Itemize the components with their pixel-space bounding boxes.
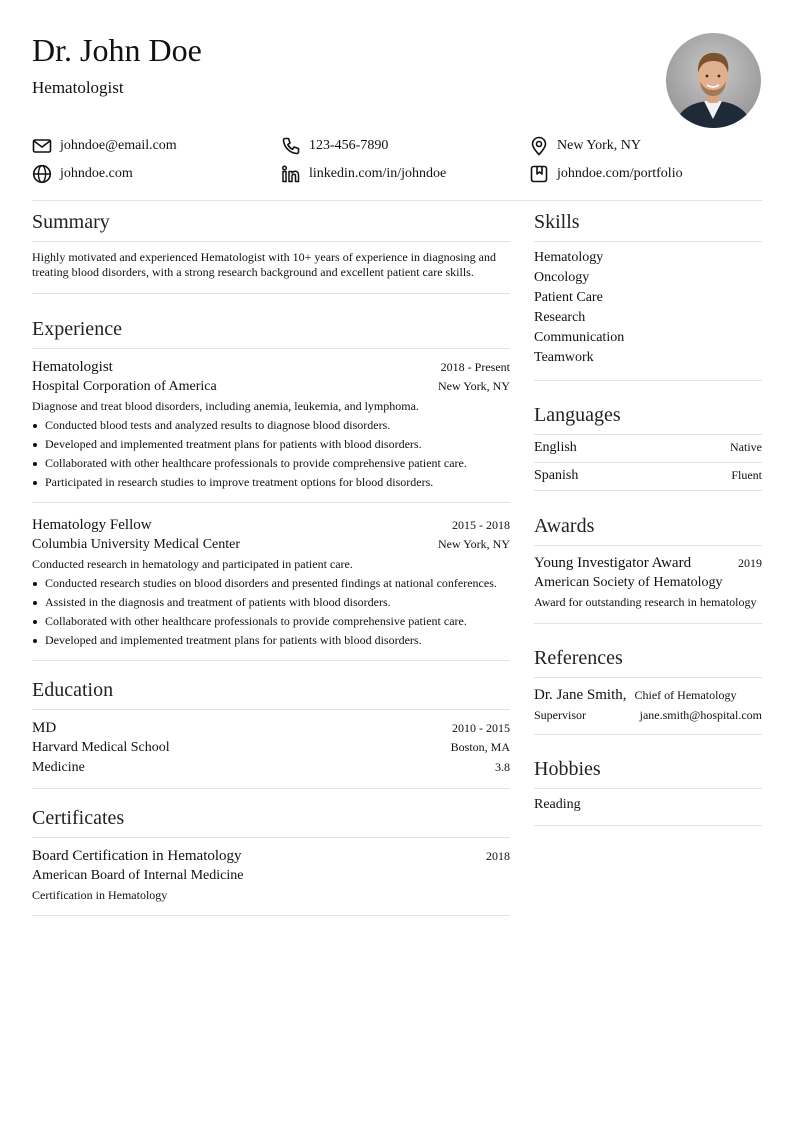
contact-website[interactable] xyxy=(32,162,133,186)
award-issuer: American Society of Hematology xyxy=(534,575,723,590)
certificates-section xyxy=(32,797,510,916)
job-location: New York, NY xyxy=(437,379,510,393)
skill-item: Hematology xyxy=(534,250,604,265)
job-dates: 2015 - 2018 xyxy=(452,518,510,532)
contact-phone-text: 123-456-7890 xyxy=(309,138,389,153)
skills-heading: Skills xyxy=(534,201,762,242)
education-heading: Education xyxy=(32,669,510,710)
contact-linkedin-text: linkedin.com/in/johndoe xyxy=(309,166,447,181)
education-section xyxy=(32,669,510,789)
skill-item: Research xyxy=(534,310,586,325)
left-column xyxy=(32,201,510,916)
hobbies-heading: Hobbies xyxy=(534,748,762,789)
job-title: Hematologist xyxy=(32,359,113,375)
job-title: Hematology Fellow xyxy=(32,517,152,533)
experience-section xyxy=(32,308,510,661)
certificate-year: 2018 xyxy=(486,849,510,863)
reference-email[interactable]: jane.smith@hospital.com xyxy=(639,708,762,722)
reference-role: Chief of Hematology xyxy=(634,688,737,702)
hobbies-section xyxy=(534,748,762,826)
location-icon xyxy=(529,136,549,156)
languages-section xyxy=(534,394,762,491)
list-item: Collaborated with other healthcare professionals to provide comprehensive patient care. xyxy=(32,612,510,631)
right-column xyxy=(534,201,762,826)
certificate-entry xyxy=(32,838,510,916)
degree: MD xyxy=(32,720,57,736)
list-item: Conducted research studies on blood disorders and presented findings at national conferences. xyxy=(32,574,510,593)
contact-email[interactable] xyxy=(32,134,177,158)
experience-heading: Experience xyxy=(32,308,510,349)
education-dates: 2010 - 2015 xyxy=(452,721,510,735)
certificates-heading: Certificates xyxy=(32,797,510,838)
avatar xyxy=(666,33,761,128)
list-item: Assisted in the diagnosis and treatment of patients with blood disorders. xyxy=(32,593,510,612)
language-level: Fluent xyxy=(731,468,762,482)
job-location: New York, NY xyxy=(437,537,510,551)
skill-item: Oncology xyxy=(534,270,590,285)
reference-entry xyxy=(534,678,762,735)
summary-heading: Summary xyxy=(32,201,510,242)
job-description: Conducted research in hematology and participated in patient care. xyxy=(32,557,353,571)
certificate-description: Certification in Hematology xyxy=(32,888,168,902)
list-item: Conducted blood tests and analyzed results to diagnose blood disorders. xyxy=(32,416,510,435)
award-year: 2019 xyxy=(738,556,762,570)
gpa: 3.8 xyxy=(495,760,510,774)
skill-item: Patient Care xyxy=(534,290,603,305)
skill-item: Communication xyxy=(534,330,625,345)
languages-heading: Languages xyxy=(534,394,762,435)
language-row xyxy=(534,463,762,491)
language-name: Spanish xyxy=(534,468,579,483)
list-item: Developed and implemented treatment plans for patients with blood disorders. xyxy=(32,435,510,454)
award-description: Award for outstanding research in hematology xyxy=(534,595,757,609)
job-dates: 2018 - Present xyxy=(440,360,510,374)
contact-website-text: johndoe.com xyxy=(60,166,133,181)
contact-email-text: johndoe@email.com xyxy=(60,138,177,153)
contact-location xyxy=(529,134,641,158)
experience-entry xyxy=(32,503,510,661)
job-bullets xyxy=(32,574,510,650)
language-name: English xyxy=(534,440,577,455)
summary-text: Highly motivated and experienced Hematologist with 10+ years of experience in diagnosing and treating blood disorders, with a strong research background and excellent patient care skills. xyxy=(32,250,496,279)
contact-linkedin[interactable] xyxy=(281,162,446,186)
certificate-issuer: American Board of Internal Medicine xyxy=(32,868,244,883)
contact-location-text: New York, NY xyxy=(557,138,642,153)
job-company: Columbia University Medical Center xyxy=(32,537,241,552)
experience-entry xyxy=(32,349,510,503)
contact-portfolio[interactable] xyxy=(529,162,683,186)
awards-heading: Awards xyxy=(534,505,762,546)
award-name: Young Investigator Award xyxy=(534,555,692,571)
language-row xyxy=(534,435,762,463)
certificate-name: Board Certification in Hematology xyxy=(32,848,242,864)
skill-item: Teamwork xyxy=(534,350,594,365)
education-location: Boston, MA xyxy=(450,740,510,754)
education-entry xyxy=(32,710,510,789)
awards-section xyxy=(534,505,762,624)
list-item: Participated in research studies to improve treatment options for blood disorders. xyxy=(32,473,510,492)
list-item: Collaborated with other healthcare professionals to provide comprehensive patient care. xyxy=(32,454,510,473)
bookmark-icon xyxy=(529,164,549,184)
language-level: Native xyxy=(730,440,762,454)
contact-portfolio-text: johndoe.com/portfolio xyxy=(557,166,683,181)
job-company: Hospital Corporation of America xyxy=(32,379,217,394)
references-heading: References xyxy=(534,637,762,678)
reference-relation: Supervisor xyxy=(534,708,586,722)
list-item: Developed and implemented treatment plans for patients with blood disorders. xyxy=(32,631,510,650)
phone-icon xyxy=(281,136,301,156)
reference-name: Dr. Jane Smith, xyxy=(534,687,627,703)
candidate-name: Dr. John Doe xyxy=(32,32,202,68)
references-section xyxy=(534,637,762,735)
candidate-title: Hematologist xyxy=(32,78,124,97)
contact-phone[interactable] xyxy=(281,134,388,158)
job-description: Diagnose and treat blood disorders, including anemia, leukemia, and lymphoma. xyxy=(32,399,419,413)
field-of-study: Medicine xyxy=(32,760,85,775)
globe-icon xyxy=(32,164,52,184)
school: Harvard Medical School xyxy=(32,740,170,755)
award-entry xyxy=(534,546,762,624)
job-bullets xyxy=(32,416,510,492)
mail-icon xyxy=(32,136,52,156)
hobby-item: Reading xyxy=(534,797,581,812)
profile-photo xyxy=(666,33,761,128)
skills-section xyxy=(534,201,762,381)
summary-section xyxy=(32,201,510,294)
linkedin-icon xyxy=(281,164,301,184)
